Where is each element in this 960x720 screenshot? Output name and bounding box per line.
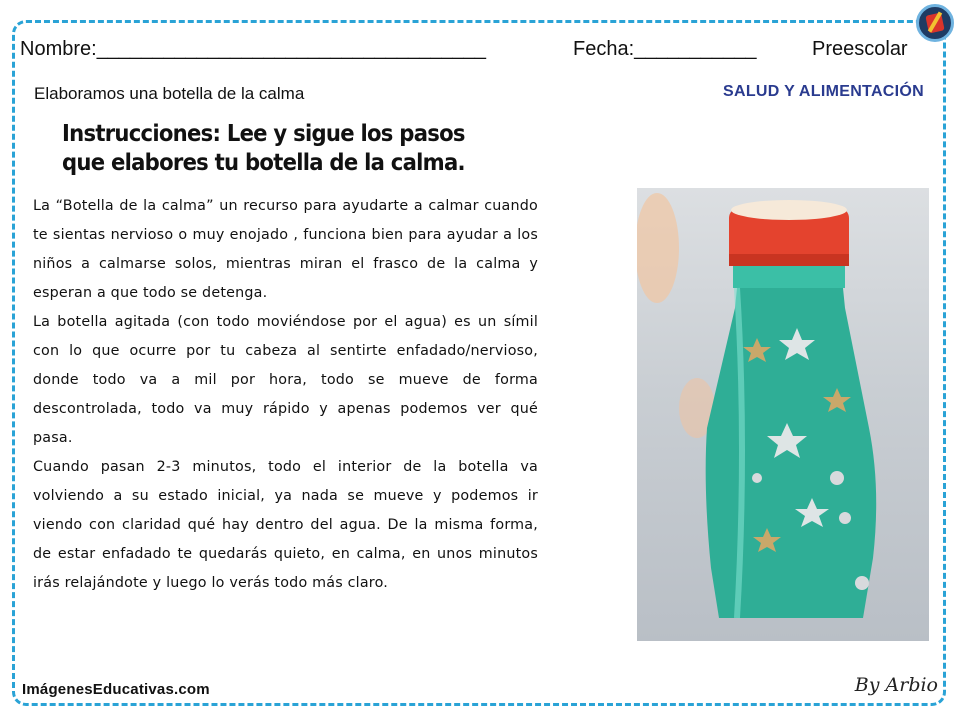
header-row [20,38,930,66]
date-field-label: Fecha:___________ [573,38,757,60]
paragraph: La botella agitada (con todo moviéndose por el agua) es un símil con lo que ocurre por tu cabeza al sentirte enfadado/nervioso, donde todo va a mil por hora, todo se mueve de forma descontrolada, todo va muy rápido y apenas podemos ver qué pasa. [33,314,538,446]
paragraph: Cuando pasan 2-3 minutos, todo el interior de la botella va volviendo a su estado inicial, ya nada se mueve y podemos ir viendo con claridad qué hay dentro del agua. De la misma forma, de estar enfadado te quedarás quieto, en calma, en unos minutos irás relajándote y luego lo verás todo más claro. [33,459,538,591]
body-text [33,192,538,598]
activity-subtitle: Elaboramos una botella de la calma [34,84,305,103]
instructions-heading: Instrucciones: Lee y sigue los pasos que elabores tu botella de la calma. [62,121,465,176]
name-field-label: Nombre:___________________________________ [20,38,486,60]
author-signature: By Arbio [854,674,938,696]
bottle-illustration [637,188,929,641]
calm-bottle-photo [637,188,929,641]
site-credit: ImágenesEducativas.com [22,681,210,698]
paragraph: La “Botella de la calma” un recurso para ayudarte a calmar cuando te sientas nervioso o muy enojado , funciona bien para ayudar a los niños a calmarse solos, mientras miran el frasco de la calma y esperan a que todo se detenga. [33,198,538,301]
grade-label: Preescolar [812,38,908,60]
category-label: SALUD Y ALIMENTACIÓN [723,83,924,100]
teacher-badge-icon [916,4,954,42]
